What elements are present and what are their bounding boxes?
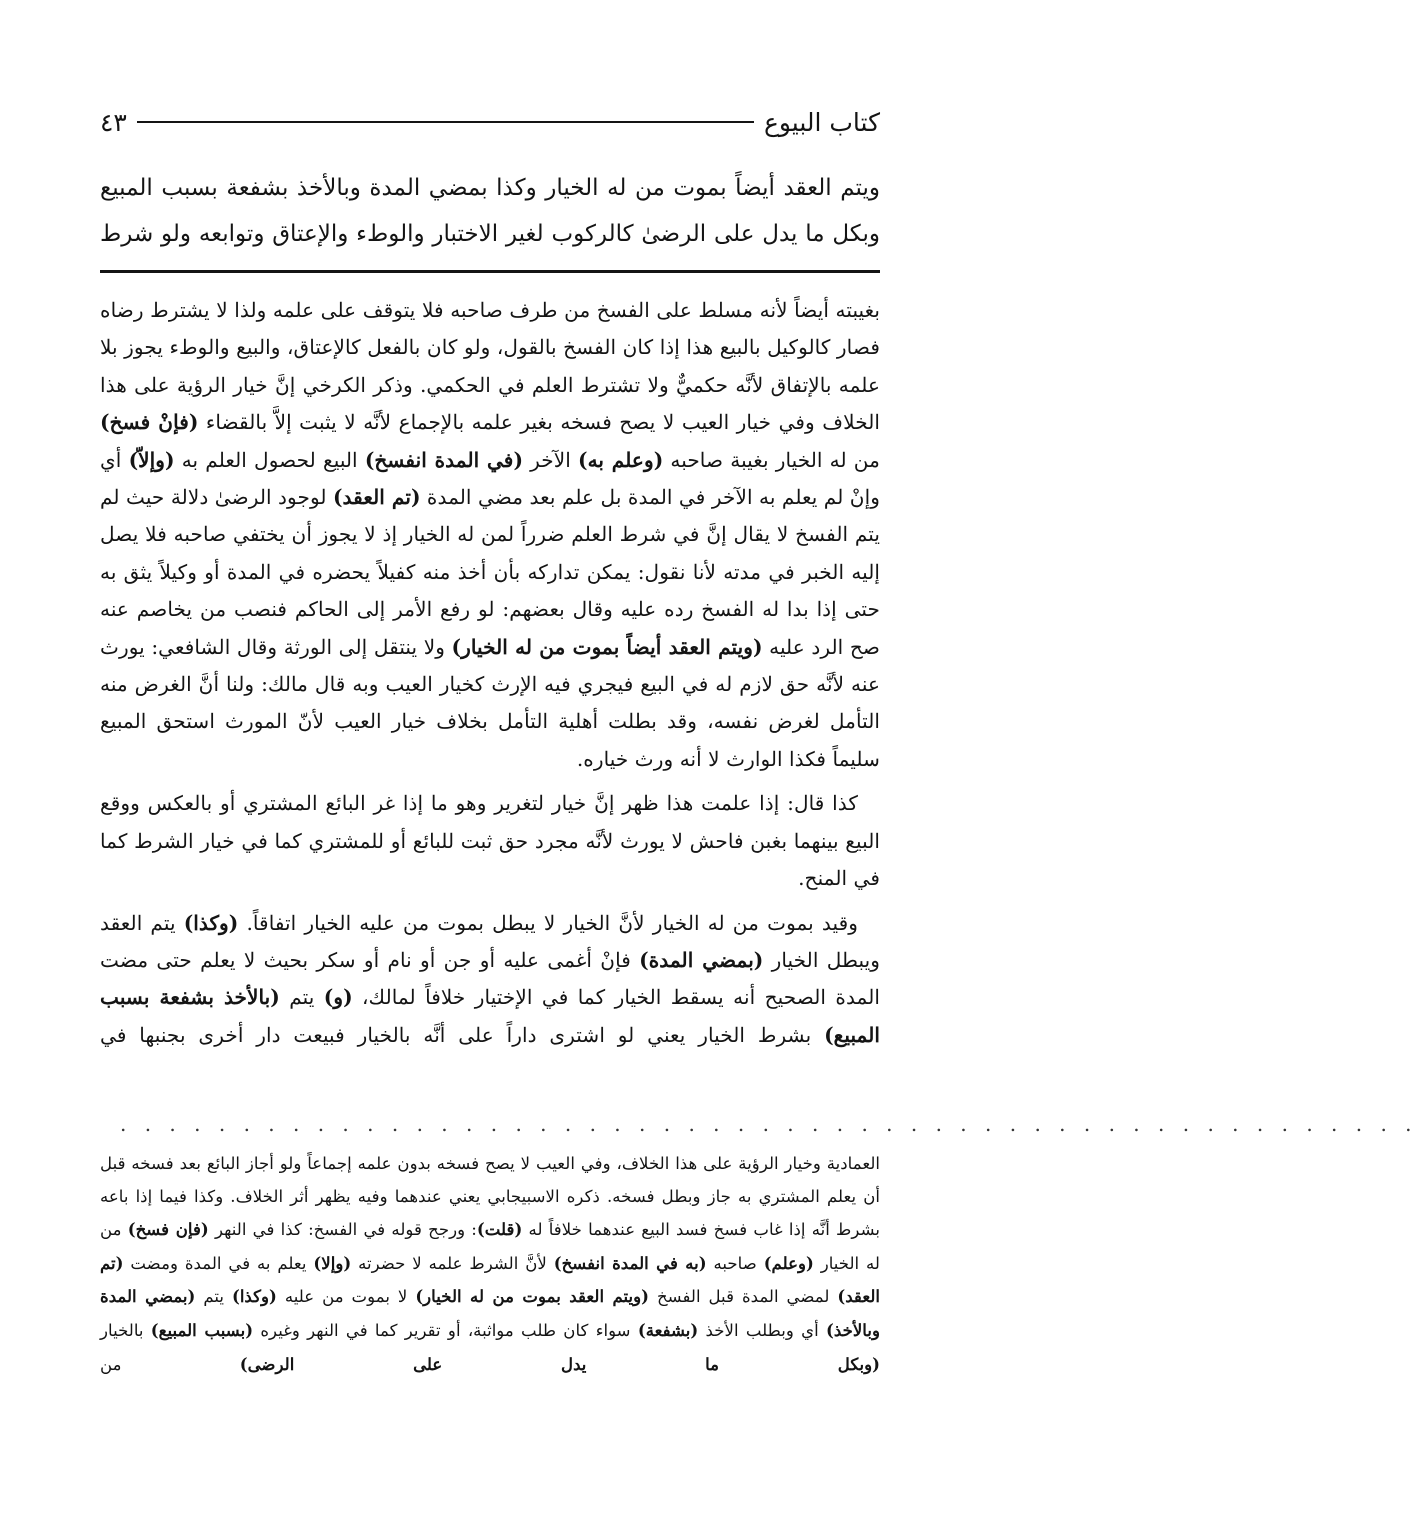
text-segment: يعلم به في المدة ومضت (123, 1253, 314, 1273)
main-text (100, 165, 880, 257)
text-segment: لأنَّ الشرط علمه لا حضرته (351, 1253, 554, 1273)
bold-quoted-text: (وبكل ما يدل على الرضى) (239, 1353, 880, 1374)
text-segment: فإنْ أغمى عليه أو جن أو نام أو سكر بحيث لا يعلم حتى مضت المدة الصحيح أنه يسقط الخيار كما في الإختيار خلافاً لمالك، (100, 947, 880, 1010)
text-segment: ولا ينتقل إلى الورثة وقال الشافعي: يورث عنه لأنَّه حق لازم له في البيع فيجري فيه الإرث كخيار العيب وبه قال مالك: ولنا أنَّ الغرض منه التأمل لغرض نفسه، وقد بطلت أهلية التأمل بخلاف خيار العيب لأنّ المورث استحق المبيع سليماً فكذا الوارث لا أنه ورث خياره. (100, 634, 880, 771)
text-segment: الآخر (523, 447, 579, 472)
bold-quoted-text: (تم العقد) (332, 485, 421, 510)
bold-quoted-text: (في المدة انفسخ) (364, 447, 523, 472)
page-number: ٤٣ (100, 107, 127, 137)
bold-quoted-text: (بمضي المدة وبالأخذ) (100, 1286, 880, 1340)
text-segment: بالخيار (100, 1320, 151, 1340)
bold-quoted-text: (ويتم العقد بموت من له الخيار) (415, 1286, 650, 1307)
bold-quoted-text: (بمضي المدة) (639, 947, 764, 972)
text-segment: سواء كان طلب مواثبة، أو تقرير كما في النهر وغيره (253, 1320, 638, 1340)
bold-quoted-text: (وإلاّ) (128, 447, 175, 472)
text-segment: بشرط الخيار يعني لو اشترى داراً على أنَّه بالخيار فبيعت دار أخرى بجنبها في (100, 1022, 825, 1047)
bold-quoted-text: (وعلم) (763, 1252, 814, 1273)
text-segment: بغيبته أيضاً لأنه مسلط على الفسخ من طرف صاحبه فلا يتوقف على علمه ولذا لا يشترط رضاه فصار كالوكيل بالبيع هذا إذا كان الفسخ بالقول، ولو كان بالفعل كالإعتاق، والبيع والوطء يجوز بلا علمه بالإتفاق لأنَّه حكميٌّ ولا تشترط العلم في الحكمي. وذكر الكرخي إنَّ خيار الرؤية على هذا الخلاف وفي خيار العيب لا يصح فسخه بغير علمه بالإجماع لأنَّه لا يثبت إلاَّ بالقضاء (100, 298, 880, 435)
text-segment: يتم (279, 985, 324, 1010)
text-segment: أي وإنْ لم يعلم به الآخر في المدة بل علم بعد مضي المدة (100, 447, 880, 510)
bold-quoted-text: (بالأخذ بشفعة بسبب المبيع) (100, 985, 880, 1047)
text-segment: من (100, 1354, 240, 1374)
bold-quoted-text: (ويتم العقد أيضاً بموت من له الخيار) (451, 634, 763, 659)
bold-quoted-text: (قلت) (476, 1219, 523, 1240)
bold-quoted-text: (وكذا) (231, 1286, 277, 1307)
bold-quoted-text: (فإن فسخ) (127, 1219, 209, 1240)
footnote (100, 1148, 880, 1381)
commentary-paragraph (100, 292, 880, 778)
text-segment: لا بموت من عليه (276, 1287, 416, 1307)
bold-quoted-text: (فإنْ فسخ) (100, 410, 199, 435)
bold-quoted-text: (وكذا) (183, 910, 239, 935)
text-segment: : ورجح قوله في الفسخ: كذا في النهر (208, 1220, 477, 1240)
commentary (100, 292, 880, 1054)
header-rule (137, 121, 754, 123)
text-segment: صاحبه (706, 1253, 764, 1273)
text-segment: البيع لحصول العلم به (174, 447, 365, 472)
text-segment: لمضي المدة قبل الفسخ (649, 1287, 838, 1307)
main-text-divider (100, 270, 880, 273)
text-segment: وقيد بموت من له الخيار لأنَّ الخيار لا يبطل بموت من عليه الخيار اتفاقاً. (238, 910, 858, 935)
main-text-line: ويتم العقد أيضاً بموت من له الخيار وكذا بمضي المدة وبالأخذ بشفعة بسبب المبيع (100, 175, 880, 201)
text-segment: من له الخيار (100, 1220, 880, 1273)
bold-quoted-text: (تم العقد) (100, 1252, 880, 1307)
bold-quoted-text: (وعلم به) (578, 447, 664, 472)
bold-quoted-text: (وإلا) (313, 1252, 352, 1273)
bold-quoted-text: (بشفعة) (637, 1319, 699, 1340)
commentary-paragraph: كذا قال: إذا علمت هذا ظهر إنَّ خيار لتغرير وهو ما إذا غر البائع المشتري أو بالعكس ووقع البيع بينهما بغبن فاحش لا يورث لأنَّه مجرد حق ثبت للبائع أو للمشتري كما في خيار الشرط كما في المنح. (100, 791, 880, 891)
separator-dots: . . . . . . . . . . . . . . . . . . . . . . . . . . . . . . . . . . . . . . . . . . . . . . . . . . . . . (120, 1112, 1418, 1136)
footnote-paragraph (100, 1148, 880, 1381)
main-text-line: وبكل ما يدل على الرضىٰ كالركوب لغير الاختبار والوطء والإعتاق وتوابعه ولو شرط (100, 221, 880, 247)
bold-quoted-text: (و) (323, 985, 353, 1010)
commentary-paragraph (100, 905, 880, 1055)
text-segment: أي وبطلب الأخذ (698, 1320, 827, 1340)
bold-quoted-text: (بسبب المبيع) (150, 1319, 254, 1340)
bold-quoted-text: (به في المدة انفسخ) (553, 1252, 707, 1273)
text-segment: من له الخيار بغيبة صاحبه (663, 447, 880, 472)
header-title: كتاب البيوع (763, 107, 880, 137)
text-segment: يتم العقد ويبطل الخيار (100, 910, 880, 972)
running-header (100, 100, 880, 144)
text-segment: لوجود الرضىٰ دلالة حيث لم يتم الفسخ لا يقال إنَّ في شرط العلم ضرراً لمن له الخيار إذ لا يجوز أن يختفي صاحبه فلا يصل إليه الخبر في مدته لأنا نقول: يمكن تداركه بأن أخذ منه كفيلاً يحضره في المدة أو وكيلاً يثق به حتى إذا بدا له الفسخ رده عليه وقال بعضهم: لو رفع الأمر إلى الحاكم فنصب من يخاصم عنه صح الرد عليه (100, 485, 880, 659)
text-segment: العمادية وخيار الرؤية على هذا الخلاف، وفي العيب لا يصح فسخه بدون علمه إجماعاً ولو أجاز البائع بعد فسخه قبل أن يعلم المشتري به جاز وبطل فسخه. ذكره الاسبيجابي يعني عندهما وفيه يظهر أثر الخلاف. وكذا فيما إذا باعه بشرط أنَّه إذا غاب فسخ فسد البيع عندهما خلافاً له (100, 1154, 880, 1240)
text-segment: يتم (195, 1287, 232, 1307)
